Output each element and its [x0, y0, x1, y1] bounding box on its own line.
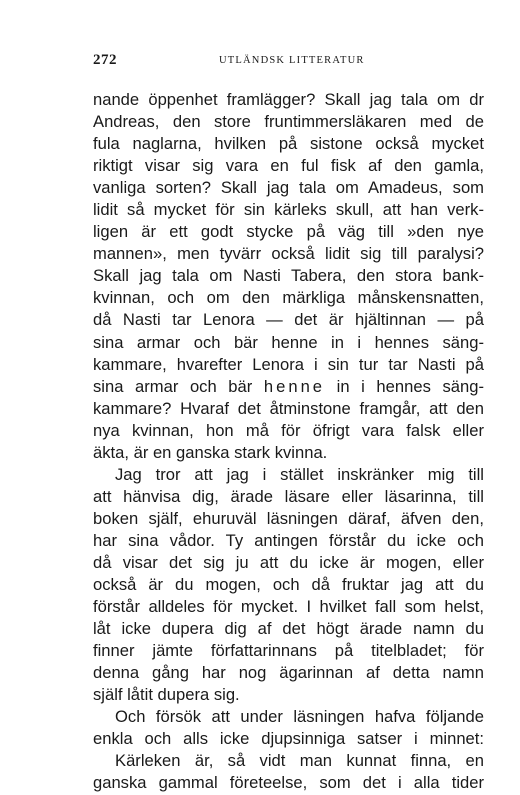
text-line: lidit så mycket för sin kärleks skull, att han verk-	[93, 200, 484, 220]
text-line: enkla och alls icke djupsinniga satser i minnet:	[93, 729, 484, 749]
text-line: Skall jag tala om Nasti Tabera, den stora bank-	[93, 266, 484, 286]
text-line: har sina vådor. Ty antingen förstår du icke och	[93, 530, 484, 550]
text-line: ganska gammal företeelse, som det i alla tider	[93, 773, 484, 793]
text-line: kammare, hvarefter Lenora i sin tur tar Nasti på	[93, 354, 484, 374]
text-line: finner jämte författarinnans på titelbladet; för	[93, 641, 484, 661]
spaced-emphasis-word: henne	[263, 376, 326, 396]
text-line: riktigt visar sig vara en ful fisk af den gamla,	[93, 156, 484, 176]
text-line-spaced-emphasis	[93, 376, 484, 398]
text-line: låt icke dupera dig af det högt ärade namn du	[93, 619, 484, 639]
text-line: kammare? Hvaraf det åtminstone framgår, att den	[93, 398, 484, 418]
text-line: också är du mogen, och då fruktar jag att du	[93, 575, 484, 595]
text-line: Andreas, den store fruntimmersläkaren med de	[93, 112, 484, 132]
text-line: sina armar och bär henne in i hennes säng-	[93, 332, 484, 352]
text-line: ligen är ett godt stycke på väg till »den nye	[93, 222, 484, 242]
text-line: fula naglarna, hvilken på sistone också mycket	[93, 134, 484, 154]
text-line: vanliga sorten? Skall jag tala om Amadeus, som	[93, 178, 484, 198]
text-fragment: sina armar och bär	[93, 376, 253, 396]
text-line: förstår alldeles för mycket. I hvilket fall som helst,	[93, 597, 484, 617]
text-line: denna gång har nog ägarinnan af detta namn	[93, 663, 484, 683]
text-fragment: in i hennes säng-	[336, 376, 484, 396]
text-line: att hänvisa dig, ärade läsare eller läsarinna, till	[93, 486, 484, 506]
text-line: nande öppenhet framlägger? Skall jag tala om dr	[93, 90, 484, 109]
text-line: nya kvinnan, hon må för öfrigt vara falsk eller	[93, 420, 484, 440]
paragraph-first-line: Kärleken är, så vidt man kunnat finna, en	[115, 751, 484, 771]
body-text	[93, 89, 484, 795]
text-line: boken själf, ehuruväl läsningen däraf, äfven den,	[93, 508, 484, 528]
paragraph-first-line: Och försök att under läsningen hafva följande	[115, 707, 484, 727]
text-line: mannen», men tyvärr också lidit sig till paralysi?	[93, 244, 484, 264]
text-line: då visar det sig ju att du icke är mogen, eller	[93, 552, 484, 572]
paragraph-last-line: äkta, är en ganska stark kvinna.	[93, 442, 328, 462]
paragraph-first-line: Jag tror att jag i stället inskränker mig till	[115, 464, 484, 484]
page-number: 272	[93, 52, 117, 68]
paragraph-last-line: själf låtit dupera sig.	[93, 685, 240, 705]
text-line: då Nasti tar Lenora — det är hjältinnan — på	[93, 310, 484, 330]
running-title: UTLÄNDSK LITTERATUR	[219, 55, 365, 66]
text-line: kvinnan, och om den märkliga månskensnatten,	[93, 288, 484, 308]
